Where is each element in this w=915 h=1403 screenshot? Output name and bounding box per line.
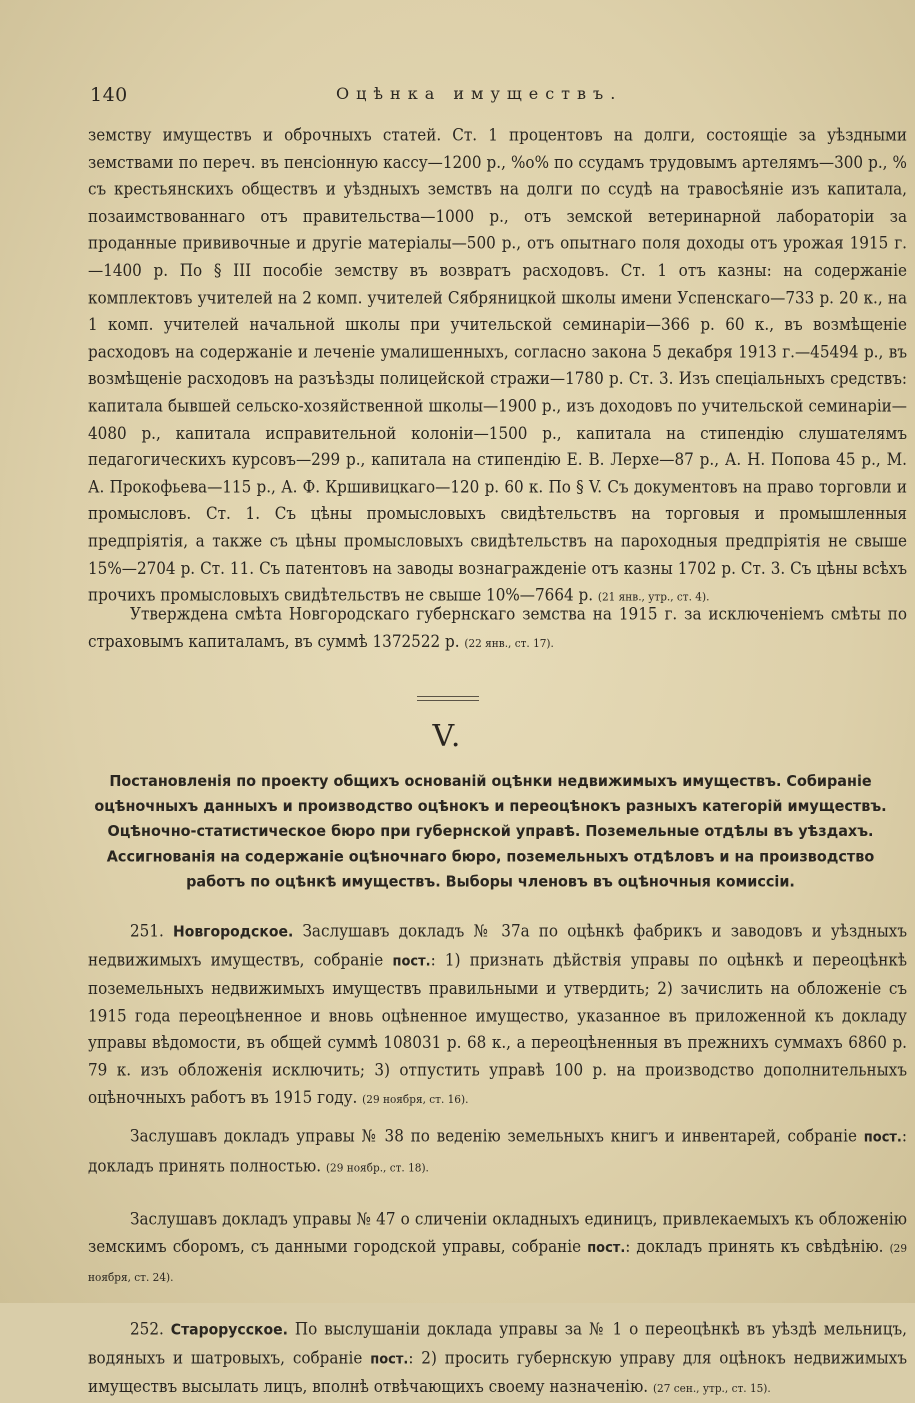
entry-decision: : докладъ принять къ свѣдѣнію.	[625, 1236, 884, 1257]
section-title: Постановленія по проекту общихъ основаній оцѣнки недвижимыхъ имуществъ. Собираніе оцѣночныхъ данныхъ и производство оцѣнокъ и переоцѣнокъ разныхъ категорій имуществъ. Оцѣночно-статистическое бюро при губернской управѣ. Поземельные отдѣлы въ уѣздахъ. Ассигнованія на содержаніе оцѣночнаго бюро, поземельныхъ отдѣловъ и на производство работъ по оцѣнкѣ имуществъ. Выборы членовъ въ оцѣночныя комиссіи.	[94, 773, 887, 891]
entry-text: По выслушаніи доклада управы за № 1 о переоцѣнкѣ въ уѣздѣ мельницъ, водяныхъ и шатровыхъ, собраніе	[88, 1319, 908, 1368]
section-numeral: V.	[432, 718, 463, 754]
page-header	[88, 84, 907, 114]
continuation-paragraph	[88, 122, 907, 611]
approval-reference: (22 янв., ст. 17).	[464, 636, 554, 650]
entry-post-label: пост.	[863, 1129, 902, 1147]
entry-252	[88, 1316, 907, 1403]
section-divider	[417, 696, 479, 701]
continuation-reference: (21 янв., утр., ст. 4).	[597, 590, 710, 604]
entry-reference: (29 ноября, ст. 24).	[88, 1242, 908, 1285]
approval-paragraph	[88, 601, 907, 657]
continuation-text: земству имуществъ и оброчныхъ статей. Ст. 1 процентовъ на долги, состоящіе за уѣздными земствами по переч. въ пенсіонную кассу—1200 р., %о% по ссудамъ трудовымъ артелямъ—300 р., % съ крестьянскихъ обществъ и уѣздныхъ земствъ на долги по ссудѣ на травосѣяніе изъ капитала, позаимствованнаго отъ правительства—1000 р., отъ земской ветеринарной лабораторіи за проданные прививочные и другіе матеріалы—500 р., отъ опытнаго поля доходы отъ урожая 1915 г.—1400 р. По § III пособіе земству въ возвратъ расходовъ. Ст. 1 отъ казны: на содержаніе комплектовъ учителей на 2 комп. учителей Сябряницкой школы имени Успенскаго—733 р. 20 к., на 1 комп. учителей начальной школы при учительской семинаріи—366 р. 60 к., въ возмѣщеніе расходовъ на содержаніе и леченіе умалишенныхъ, согласно закона 5 декабря 1913 г.—45494 р., въ возмѣщеніе расходовъ на разъѣзды полицейской стражи—1780 р. Ст. 3. Изъ спеціальныхъ средствъ: капитала бывшей сельско-хозяйственной школы—1900 р., изъ доходовъ по учительской семинаріи—4080 р., капитала исправительной колоніи—1500 р., капитала на стипендію слушателямъ педагогическихъ курсовъ—299 р., капитала на стипендію Е. В. Лерхе—87 р., А. Н. Попова 45 р., М. А. Прокофьева—115 р., А. Ф. Кршивицкаго—120 р. 60 к. По § V. Съ документовъ на право торговли и промысловъ. Ст. 1. Съ цѣны промысловыхъ свидѣтельствъ на торговыя и промышленныя предпріятія, а также съ цѣны промысловыхъ свидѣтельствъ на пароходныя предпріятія не свыше 15%—2704 р. Ст. 11. Съ патентовъ на заводы вознагражденіе отъ казны 1702 р. Ст. 3. Съ цѣны всѣхъ прочихъ промысловыхъ свидѣтельствъ не свыше 10%—7664 р.	[88, 125, 907, 606]
entry-post-label: пост.	[587, 1239, 626, 1257]
entry-decision: : докладъ принять полностью.	[88, 1126, 907, 1176]
running-title: Оцѣнка имуществъ.	[336, 84, 623, 103]
entry-text: Заслушавъ докладъ управы № 47 о сличеніи окладныхъ единицъ, привлекаемыхъ къ обложенію земскимъ сборомъ, съ данными городской управы, собраніе	[88, 1209, 907, 1257]
entry-reference: (27 сен., утр., ст. 15).	[652, 1382, 771, 1396]
entry-post-label: пост.	[392, 952, 431, 970]
entry-report-47	[88, 1206, 907, 1292]
entry-decision: : 1) признать дѣйствія управы по оцѣнкѣ и переоцѣнкѣ поземельныхъ недвижимыхъ имуществъ правильными и утвердить; 2) зачислить на обложеніе съ 1915 года переоцѣненное и вновь оцѣненное имущество, указанное въ приложенной къ докладу управы вѣдомости, въ общей суммѣ 108031 р. 68 к., а переоцѣненныя въ прежнихъ суммахъ 6860 р. 79 к. изъ обложенія исключить; 3) отпустить управѣ 100 р. на производство дополнительныхъ оцѣночныхъ работъ въ 1915 году.	[88, 949, 908, 1107]
entry-place: Новгородское.	[172, 923, 294, 941]
page-number: 140	[90, 84, 128, 106]
entry-place: Старорусское.	[170, 1321, 288, 1340]
entry-251	[88, 918, 907, 1113]
entry-number: 251.	[130, 921, 164, 941]
entry-text: Заслушавъ докладъ управы № 38 по веденію земельныхъ книгъ и инвентарей, собраніе	[130, 1126, 858, 1147]
entry-number: 252.	[130, 1319, 164, 1340]
entry-decision: : 2) просить губернскую управу для оцѣнокъ недвижимыхъ имуществъ высылать лицъ, вполнѣ отвѣчающихъ своему назначенію.	[88, 1347, 907, 1397]
entry-post-label: пост.	[370, 1350, 409, 1368]
entry-report-38	[88, 1123, 907, 1182]
entry-reference: (29 ноябр., ст. 18).	[325, 1161, 429, 1175]
approval-text: Утверждена смѣта Новгородскаго губернскаго земства на 1915 г. за исключеніемъ смѣты по страховымъ капиталамъ, въ суммѣ 1372522 р.	[88, 603, 907, 651]
entry-reference: (29 ноября, ст. 16).	[362, 1092, 469, 1106]
entry-text: Заслушавъ докладъ № 37а по оцѣнкѣ фабрикъ и заводовъ и уѣздныхъ недвижимыхъ имуществъ, собраніе	[88, 921, 908, 970]
